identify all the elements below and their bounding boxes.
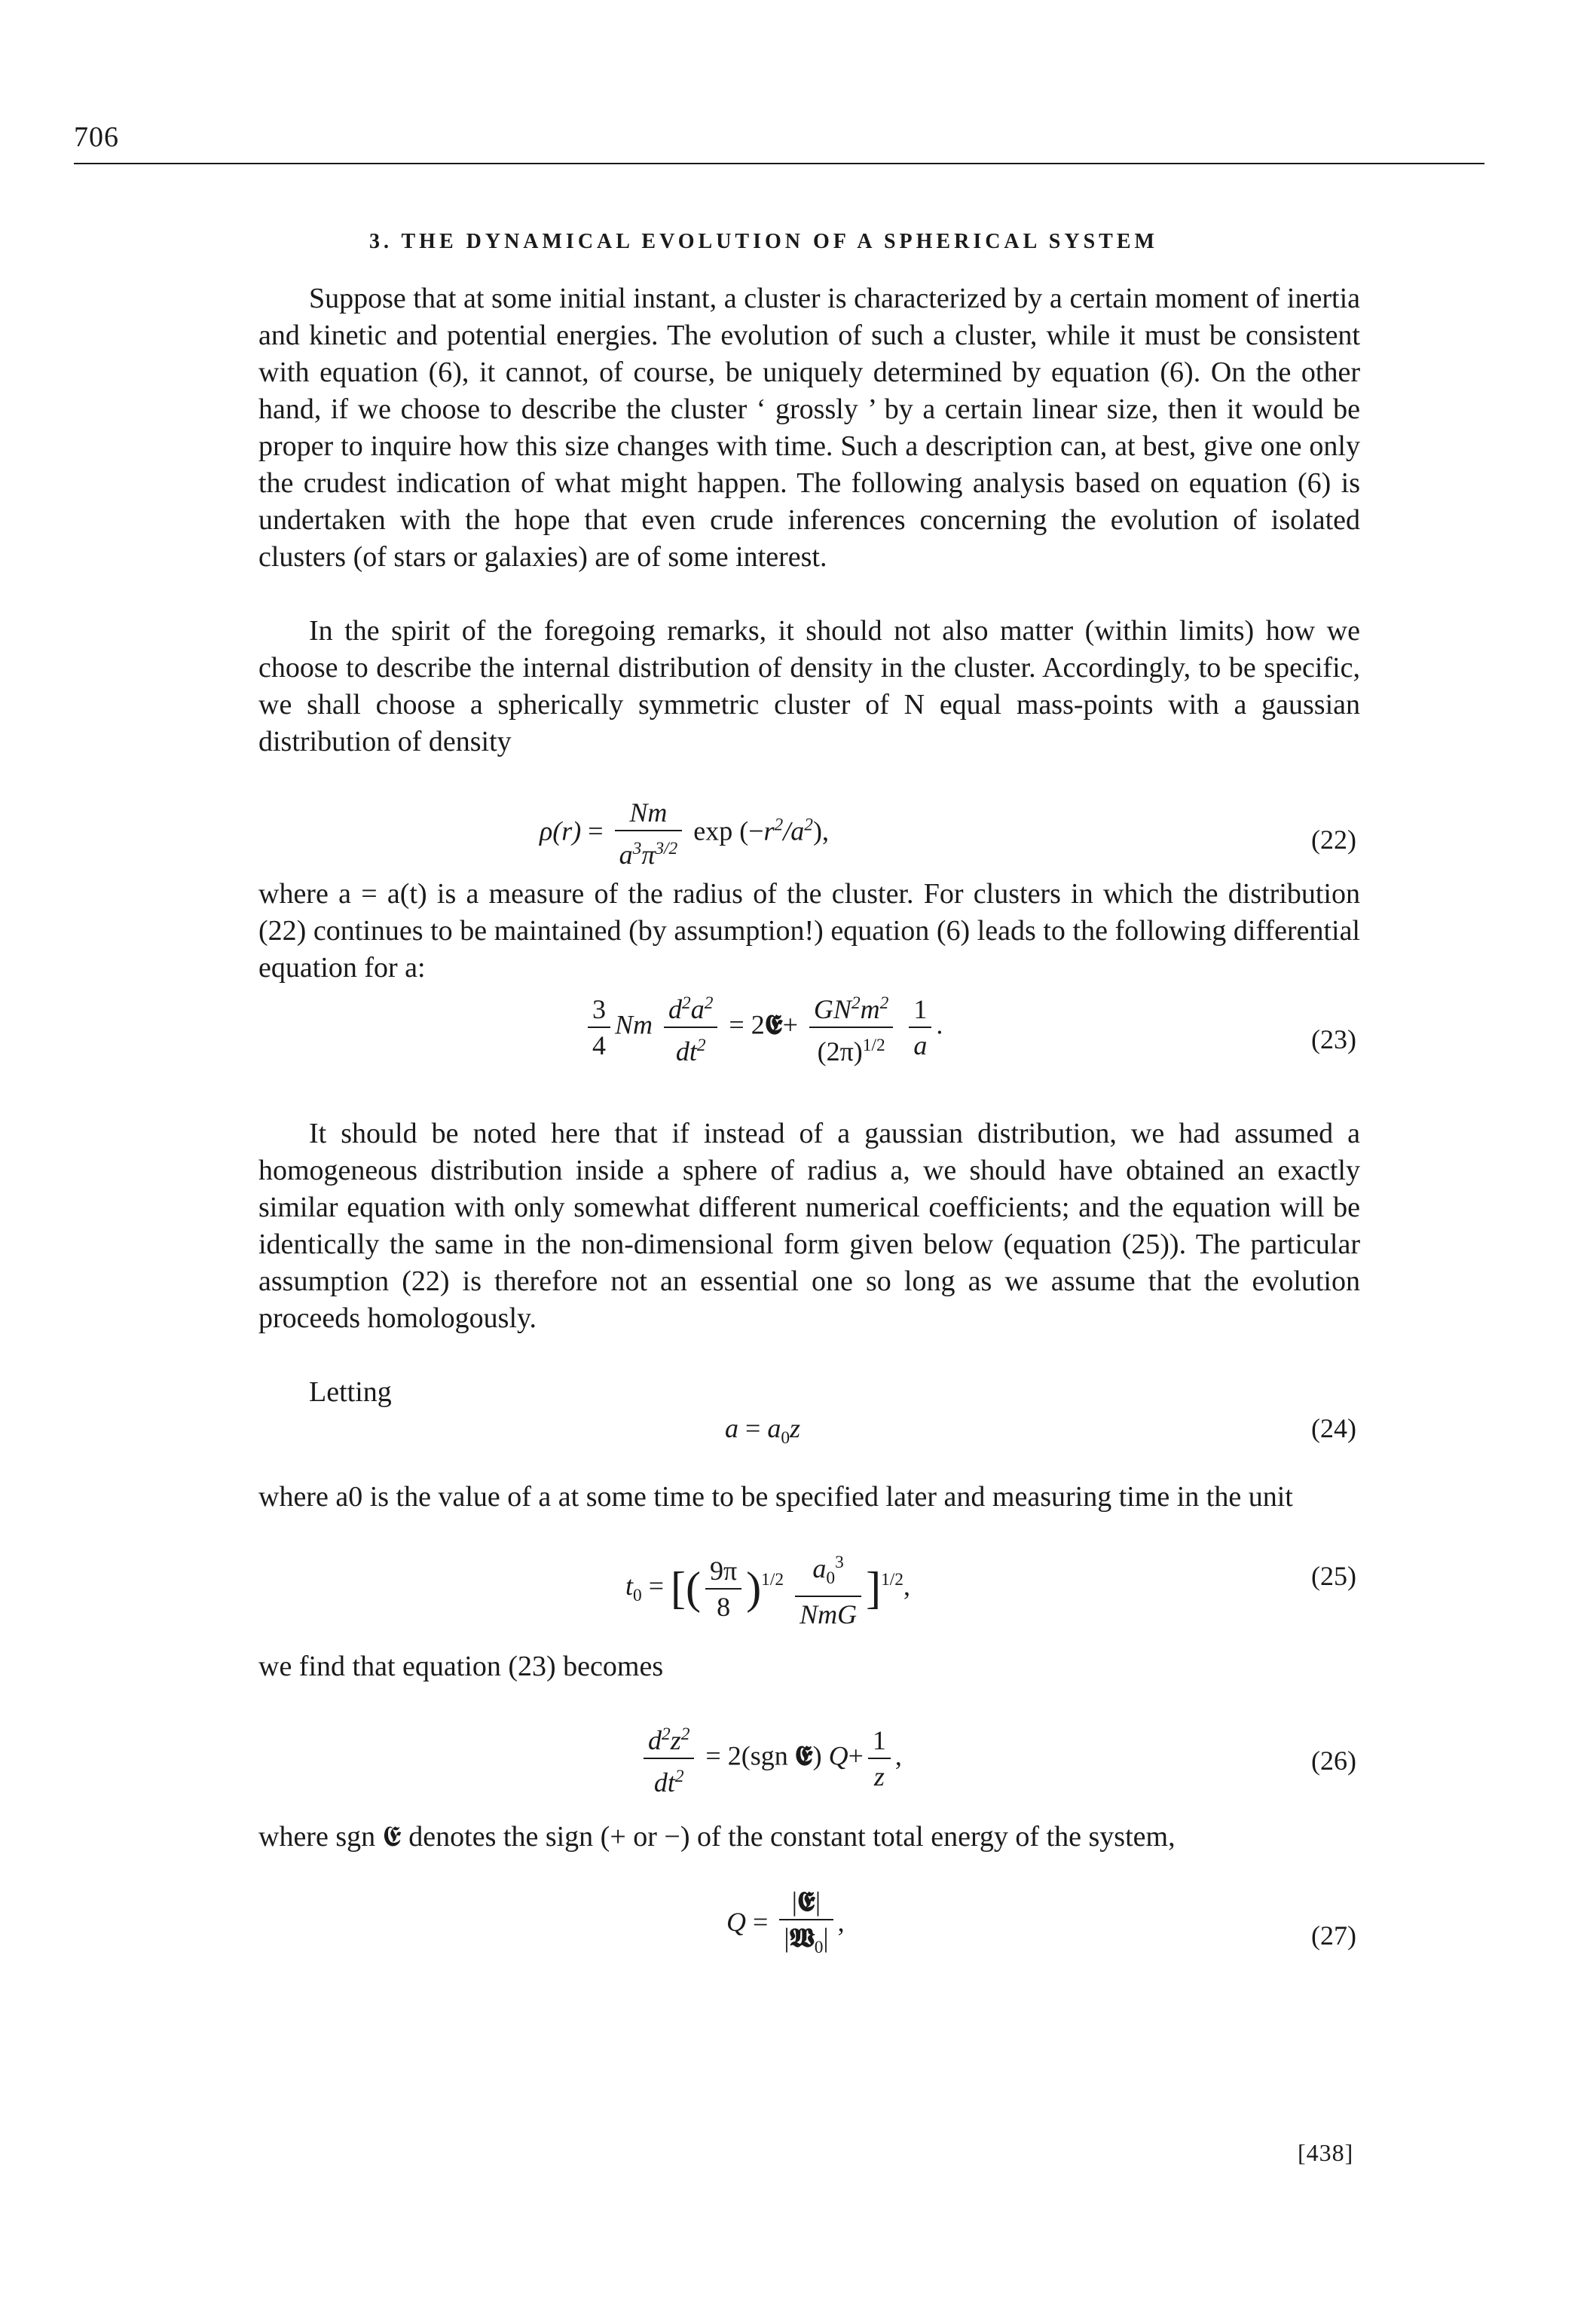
- header-rule: [74, 163, 1484, 164]
- paragraph-8: where sgn 𝕰 denotes the sign (+ or −) of the constant total energy of the system,: [258, 1821, 1176, 1853]
- equation-23-number: (23): [1311, 1024, 1356, 1054]
- paragraph-6: where a0 is the value of a at some time to be specified later and measuring time in the unit: [258, 1481, 1293, 1513]
- equation-25-number: (25): [1311, 1561, 1356, 1591]
- paragraph-7: we find that equation (23) becomes: [258, 1651, 664, 1682]
- equation-26: $\frac{d^2z^2}{dt^2}$ = 2(sgn 𝕰) Q+ $\frac{1}{z}$ ,: [639, 1717, 902, 1800]
- paragraph-3: where a = a(t) is a measure of the radius of the cluster. For clusters in which the distribution (22) continues to be maintained (by assumption!) equation (6) leads to the following differential equation for a:: [258, 878, 1360, 984]
- paragraph-4: It should be noted here that if instead of a gaussian distribution, we had assumed a homogeneous distribution inside a sphere of radius a, we should have obtained an exactly similar equation with only somewhat different numerical coefficients; and the equation will be identically the same in the non-dimensional form given below (equation (25)). The particular assumption (22) is therefore not an essential one so long as we assume that the evolution proceeds homologously.: [258, 1118, 1360, 1334]
- equation-27-number: (27): [1311, 1920, 1356, 1951]
- equation-22-number: (22): [1311, 825, 1356, 855]
- equation-24: $a = a_0z$: [725, 1413, 801, 1449]
- page-footer: [438]: [1298, 2139, 1354, 2166]
- page-number: 706: [74, 121, 119, 153]
- paragraph-2: In the spirit of the foregoing remarks, it should not also matter (within limits) how we choose to describe the internal distribution of density in the cluster. Accordingly, to be specific, we shall choose a spherically symmetric cluster of N equal mass-points with a gaussian distribution of density: [258, 615, 1360, 757]
- section-heading: 3. THE DYNAMICAL EVOLUTION OF A SPHERICAL SYSTEM: [369, 230, 1158, 253]
- equation-22: ρ(r) = $\frac{Nm}{a^3\pi^{3/2}}$ $\exp (-r^2/a^2)$,: [540, 795, 829, 872]
- paragraph-5: Letting: [309, 1376, 392, 1408]
- paragraph-1: Suppose that at some initial instant, a cluster is characterized by a certain moment of inertia and kinetic and potential energies. The evolution of such a cluster, while it must be consistent with equation (6), it cannot, of course, be uniquely determined by equation (6). On the other hand, if we choose to describe the cluster ‘ grossly ’ by a certain linear size, then it would be proper to inquire how this size changes with time. Such a description can, at best, give one only the crudest indication of what might happen. The following analysis based on equation (6) is undertaken with the hope that even crude inferences concerning the evolution of isolated clusters (of stars or galaxies) are of some interest.: [258, 283, 1360, 573]
- equation-24-number: (24): [1311, 1413, 1356, 1443]
- equation-25: $t_0$ = [( $\frac{9\pi}{8}$ )$^{1/2}$ $\frac{a_0^3}{\text{NmG}}$ ]$^{1/2}$,: [625, 1545, 910, 1632]
- equation-23: $\frac{3}{4}$ Nm $\frac{d^2a^2}{dt^2}$ = 2𝕰+ $\frac{GN^2m^2}{(2\pi)^{1/2}}$ $\frac{1}{a}$ .: [583, 986, 943, 1069]
- equation-27: Q = $\frac{\text{|𝕰|}}{|𝖂_0|}$ ,: [726, 1886, 845, 1958]
- equation-26-number: (26): [1311, 1746, 1356, 1776]
